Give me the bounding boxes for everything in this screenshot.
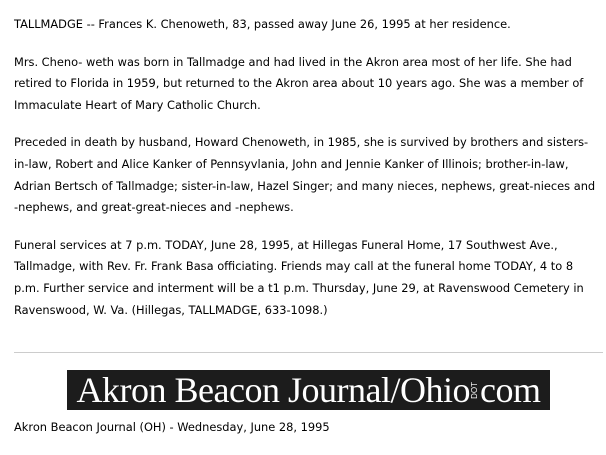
article-paragraph-3: Preceded in death by husband, Howard Chenoweth, in 1985, she is survived by brothers and sisters-in-law, Robert and Alice Kanker of Pennsyvlania, John and Jennie Kanker of Illinois; brother-in-law, Adrian Bertsch of Tallmadge; sister-in-law, Hazel Singer; and many nieces, nephews, great-nieces and -nephews, and great-great-nieces and -nephews. <box>14 135 596 215</box>
akron-beacon-journal-logo <box>67 370 550 410</box>
article-paragraph-2: Mrs. Cheno- weth was born in Tallmadge and had lived in the Akron area most of her life. She had retired to Florida in 1959, but returned to the Akron area about 10 years ago. She was a member of Immaculate Heart of Mary Catholic Church. <box>14 54 584 112</box>
article-paragraph-4: Funeral services at 7 p.m. TODAY, June 28, 1995, at Hillegas Funeral Home, 17 Southwest Ave., Tallmadge, with Rev. Fr. Frank Basa officiating. Friends may call at the funeral home TODAY, 4 to 8 p.m. Further service and interment will be a t1 p.m. Thursday, June 29, at Ravenswood Cemetery in Ravenswood, W. Va. (Hillegas, TALLMADGE, 633-1098.) <box>14 237 584 317</box>
section-divider <box>14 352 603 353</box>
logo-suffix-text: com <box>479 370 541 410</box>
logo-main-text: Akron Beacon Journal/Ohio <box>76 370 470 410</box>
article-body <box>14 14 596 321</box>
logo-dot-text: DOT <box>469 381 479 399</box>
source-citation: Akron Beacon Journal (OH) - Wednesday, June 28, 1995 <box>14 420 330 434</box>
article-paragraph-1: TALLMADGE -- Frances K. Chenoweth, 83, passed away June 26, 1995 at her residence. <box>14 17 511 31</box>
